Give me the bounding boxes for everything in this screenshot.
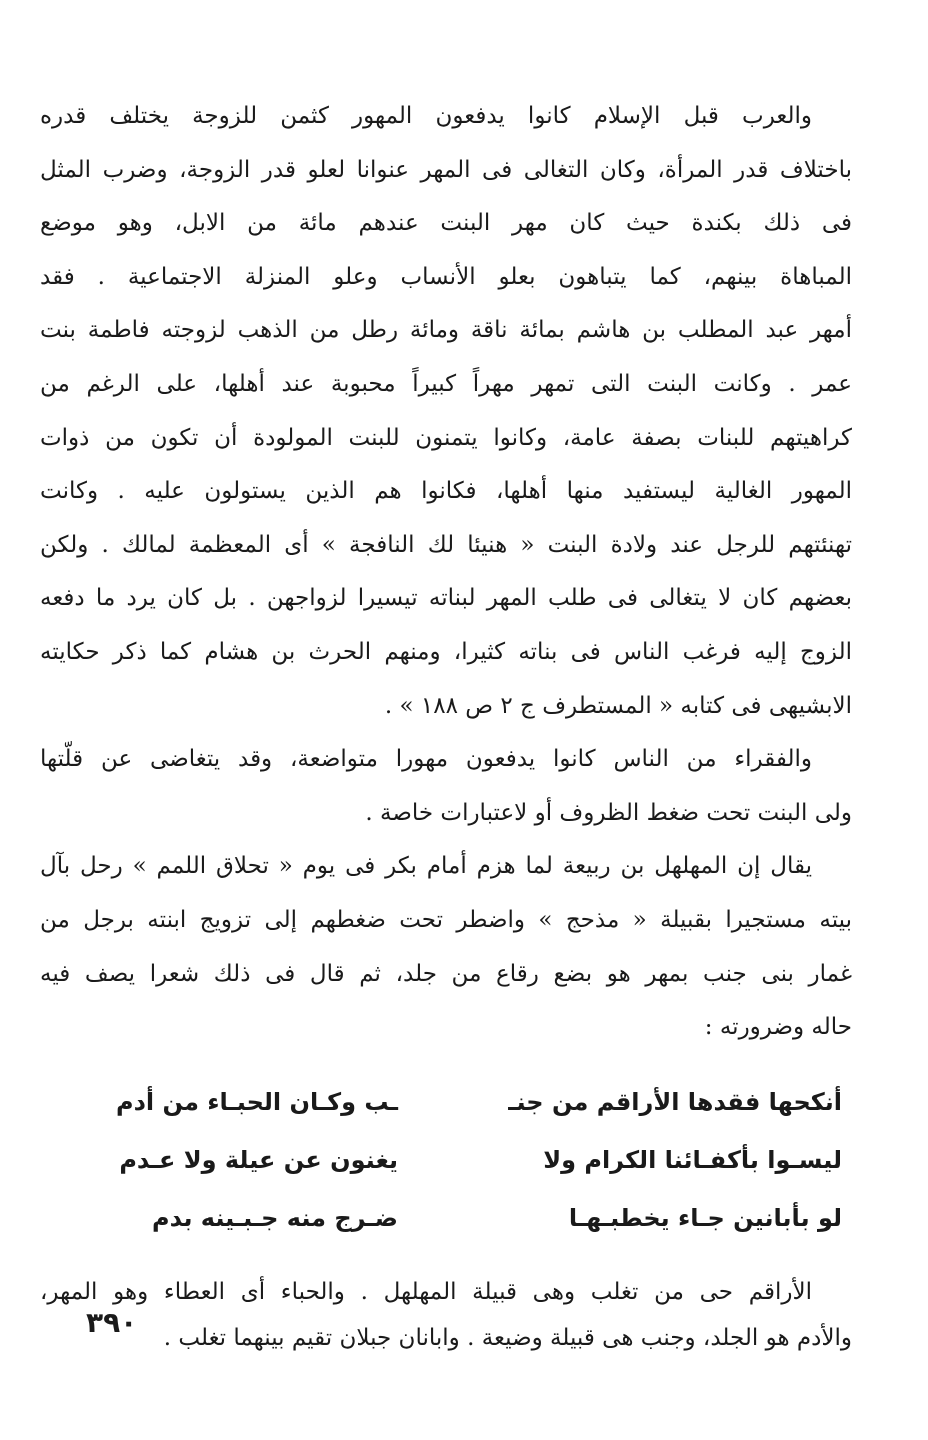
text-line: الابشيهى فى كتابه « المستطرف ج ٢ ص ١٨٨ » . (384, 692, 852, 719)
poem-verse (40, 1189, 852, 1247)
text-line: تهنئتهم للرجل عند ولادة البنت « هنيئا لك النافجة » أى المعظمة لمالك . ولكن (40, 531, 852, 558)
text-line: والعرب قبل الإسلام كانوا يدفعون المهور كثمن للزوجة يختلف قدره (40, 103, 812, 129)
paragraph-3 (40, 840, 852, 1054)
text-line: الأراقم حى من تغلب وهى قبيلة المهلهل . والحباء أى العطاء وهو المهر، (40, 1278, 812, 1305)
text-line: عمر . وكانت البنت التى تمهر مهراً كبيراً محبوبة عند أهلها، على الرغم من (40, 370, 852, 397)
page-body (40, 90, 852, 1361)
poem (40, 1073, 852, 1247)
verse-first-hemistich: ليسـوا بأكفـائنا الكرام ولا (543, 1145, 842, 1174)
verse-second-hemistich: ـب وكـان الحبـاء من أدم (115, 1087, 398, 1116)
text-line: يقال إن المهلهل بن ربيعة لما هزم أمام بكر فى يوم « تحلاق اللمم » رحل بآل (40, 853, 812, 880)
text-line: ولى البنت تحت ضغط الظروف أو لاعتبارات خاصة . (365, 799, 852, 826)
text-line: باختلاف قدر المرأة، وكان التغالى فى المهر عنوانا لعلو قدر الزوجة، وضرب المثل (40, 156, 852, 183)
paragraph-1 (40, 90, 852, 733)
verse-second-hemistich: ضـرج منه جـبـينه بدم (151, 1203, 398, 1232)
page-number: ٣٩٠ (86, 1306, 138, 1339)
text-line: المباهاة بينهم، كما يتباهون بعلو الأنساب وعلو المنزلة الاجتماعية . فقد (40, 263, 852, 290)
text-line: بعضهم كان لا يتغالى فى طلب المهر لبناته تيسيرا لزواجهن . بل كان يرد ما دفعه (40, 585, 852, 612)
verse-first-hemistich: أنكحها فقدها الأراقم من جنـ (508, 1087, 842, 1116)
footnotes (40, 1269, 852, 1361)
poem-verse (40, 1073, 852, 1131)
text-line: حاله وضرورته : (704, 1014, 852, 1041)
text-line: والفقراء من الناس كانوا يدفعون مهورا متواضعة، وقد يتغاضى عن قلّتها (40, 746, 812, 773)
text-line: أمهر عبد المطلب بن هاشم بمائة ناقة ومائة رطل من الذهب لزوجته فاطمة بنت (40, 317, 852, 344)
text-line: غمار بنى جنب بمهر هو بضع رقاع من جلد، ثم قال فى ذلك شعرا يصف فيه (40, 960, 852, 987)
text-line: الزوج إليه فرغب الناس فى بناته كثيرا، ومنهم الحرث بن هشام كما ذكر حكايته (40, 638, 852, 665)
verse-second-hemistich: يغنون عن عيلة ولا عـدم (119, 1145, 398, 1174)
poem-verse (40, 1131, 852, 1189)
verse-first-hemistich: لو بأبانين جـاء يخطبـهـا (568, 1203, 842, 1232)
text-line: كراهيتهم للبنات بصفة عامة، وكانوا يتمنون للبنت المولودة أن تكون من ذوات (40, 424, 852, 451)
text-line: المهور الغالية ليستفيد منها أهلها، فكانوا هم الذين يستولون عليه . وكانت (40, 478, 852, 505)
paragraph-2 (40, 733, 852, 840)
text-line: والأدم هو الجلد، وجنب هى قبيلة وضيعة . وابانان جبلان تقيم بينهما تغلب . (163, 1324, 852, 1351)
text-line: بيته مستجيرا بقبيلة « مذحج » واضطر تحت ضغطهم إلى تزويج ابنته برجل من (40, 906, 852, 933)
text-line: فى ذلك بكندة حيث كان مهر البنت عندهم مائة من الابل، وهو موضع (40, 210, 852, 237)
footnote-paragraph (40, 1269, 852, 1361)
